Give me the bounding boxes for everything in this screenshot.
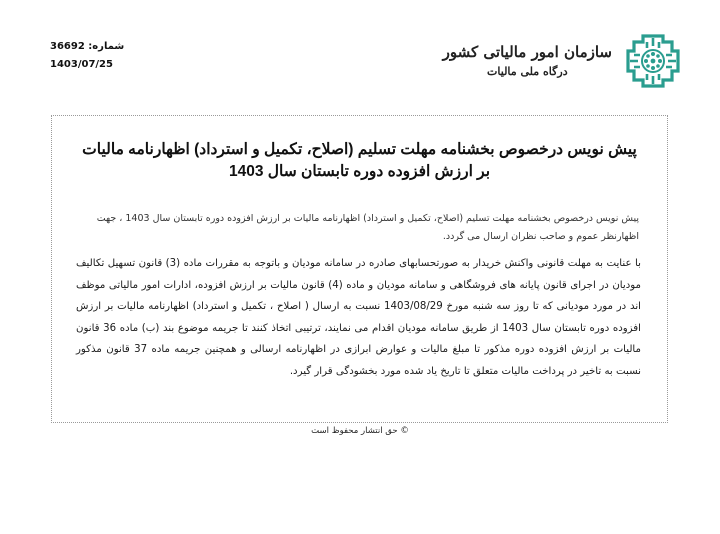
content-box (51, 115, 668, 423)
copyright-notice: © حق انتشار محفوظ است (311, 426, 409, 436)
document-date: 1403/07/25 (50, 59, 113, 70)
document-meta (50, 38, 130, 74)
brand-text (443, 41, 612, 81)
organization-brand (443, 34, 680, 88)
document-title: پیش نویس درخصوص بخشنامه مهلت تسلیم (اصلاح، تکمیل و استرداد) اظهارنامه مالیات بر ارزش افزوده دوره تابستان سال 1403 (82, 141, 637, 180)
document-number-label: شماره: (88, 41, 125, 52)
portal-name: درگاه ملی مالیات (487, 65, 568, 78)
tax-organization-emblem-icon (626, 34, 680, 88)
intro-paragraph: پیش نویس درخصوص بخشنامه مهلت تسلیم (اصلاح، تکمیل و استرداد) اظهارنامه مالیات بر ارزش افزوده دوره تابستان سال 1403 ، جهت اظهارنظر عموم و صاحب نظران ارسال می گردد. (96, 213, 639, 242)
body-paragraph: با عنایت به مهلت قانونی واکنش خریدار به صورتحسابهای صادره در سامانه مودیان و باتوجه به مقررات ماده (3) قانون تسهیل تکالیف مودیان در اجرای قانون پایانه های فروشگاهی و سامانه مودیان و ماده (4) قانون مالیات بر ارزش افزوده، ادارات امور مالیاتی موظف اند در مورد مودیانی که تا روز سه شنبه مورخ 1403/08/29 نسبت به ارسال ( اصلاح ، تکمیل و استرداد) اظهارنامه مالیات بر ارزش افزوده دوره تابستان سال 1403 از طریق سامانه مودیان اقدام می نمایند، ترتیبی اتخاذ کنند تا جریمه موضوع بند (ب) ماده 36 قانون مالیات بر ارزش افزوده دوره مذکور تا مبلغ مالیات و عوارض ابرازی در اظهارنامه ارسالی و همچنین جریمه ماده 37 قانون مذکور نسبت به تاخیر در پرداخت مالیات متعلق تا تاریخ یاد شده مورد بخشودگی قرار گیرد. (76, 258, 641, 377)
organization-name: سازمان امور مالیاتی کشور (442, 43, 612, 61)
document-number-value: 36692 (50, 41, 85, 52)
document-number (50, 38, 130, 56)
